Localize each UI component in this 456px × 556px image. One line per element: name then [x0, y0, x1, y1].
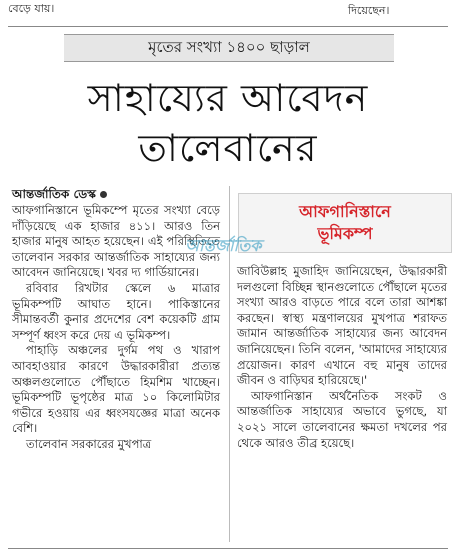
subhead-line-2: ভূমিকম্প	[317, 224, 373, 243]
desk-text: আন্তর্জাতিক ডেস্ক	[12, 187, 96, 201]
left-paragraph-3: পাহাড়ি অঞ্চলের দুর্গম পথ ও খারাপ আবহাওয়ার কারণে উদ্ধারকারীরা প্রত্যন্ত অঞ্চলগুলোতে পৌঁছাতে হিমশিম খাচ্ছেন। ভূমিকম্পটি ভূপৃষ্ঠের মাত্র ১০ কিলোমিটার গভীরে হওয়ায় এর ধ্বংসযজ্ঞের মাত্রা অনেক বেশি।	[12, 343, 220, 436]
left-paragraph-2: রবিবার রিখটার স্কেলে ৬ মাত্রার ভূমিকম্পটি আঘাত হানে। পাকিস্তানের সীমান্তবর্তী কুনার প্রদেশের বেশ কয়েকটি গ্রাম সম্পূর্ণ ধ্বংস করে দেয় এ ভূমিকম্প।	[12, 280, 220, 342]
subhead-line-1: আফগানিস্তানে	[299, 202, 391, 221]
prev-article-snippet-left: বেড়ে যায়।	[8, 2, 55, 15]
right-paragraph-1: জাবিউল্লাহ মুজাহিদ জানিয়েছেন, উদ্ধারকারী দলগুলো বিচ্ছিন্ন স্থানগুলোতে পৌঁছালে মৃতের সংখ্যা আরও বাড়তে পারে বলে তারা আশঙ্কা করছেন। স্বাস্থ্য মন্ত্রণালয়ের মুখপাত্র শরাফত জামান আন্তর্জাতিক সাহায্যের জন্য আবেদন জানিয়েছেন। তিনি বলেন, 'আমাদের সাহায্যের প্রয়োজন। কারণ এখানে বহু মানুষ তাদের জীবন ও বাড়িঘর হারিয়েছে।'	[237, 264, 447, 388]
watermark: আন্তর্জাতিক	[185, 236, 262, 255]
headline-line-2: তালেবানের	[138, 126, 318, 170]
kicker-banner	[64, 34, 394, 62]
left-paragraph-1: আফগানিস্তানে ভূমিকম্পে মৃতের সংখ্যা বেড়ে দাঁড়িয়েছে এক হাজার ৪১১। আরও তিন হাজার মানুষ আহত হয়েছেন। এই পরিস্থিতিতে তালেবান সরকার আন্তর্জাতিক সাহায্যের জন্য আবেদন জানিয়েছে। খবর দ্য গার্ডিয়ানের।	[12, 203, 220, 280]
subhead-text	[299, 201, 391, 245]
kicker-text: মৃতের সংখ্যা ১৪০০ ছাড়াল	[148, 37, 310, 56]
right-paragraph-2: আফগানিস্তান অর্থনৈতিক সংকট ও আন্তর্জাতিক সাহায্যের অভাবে ভুগছে, যা ২০২১ সালে তালেবানের ক্ষমতা দখলের পর থেকে আরও তীব্র হয়েছে।	[237, 388, 447, 450]
top-divider	[8, 26, 448, 27]
bottom-divider	[8, 548, 448, 549]
right-column	[237, 264, 447, 451]
prev-article-snippet-right: দিয়েছেন।	[348, 4, 390, 17]
bullet-dot-icon	[100, 191, 107, 198]
headline-line-1: সাহায্যের আবেদন	[87, 76, 369, 120]
left-paragraph-4: তালেবান সরকারের মুখপাত্র	[26, 436, 152, 451]
